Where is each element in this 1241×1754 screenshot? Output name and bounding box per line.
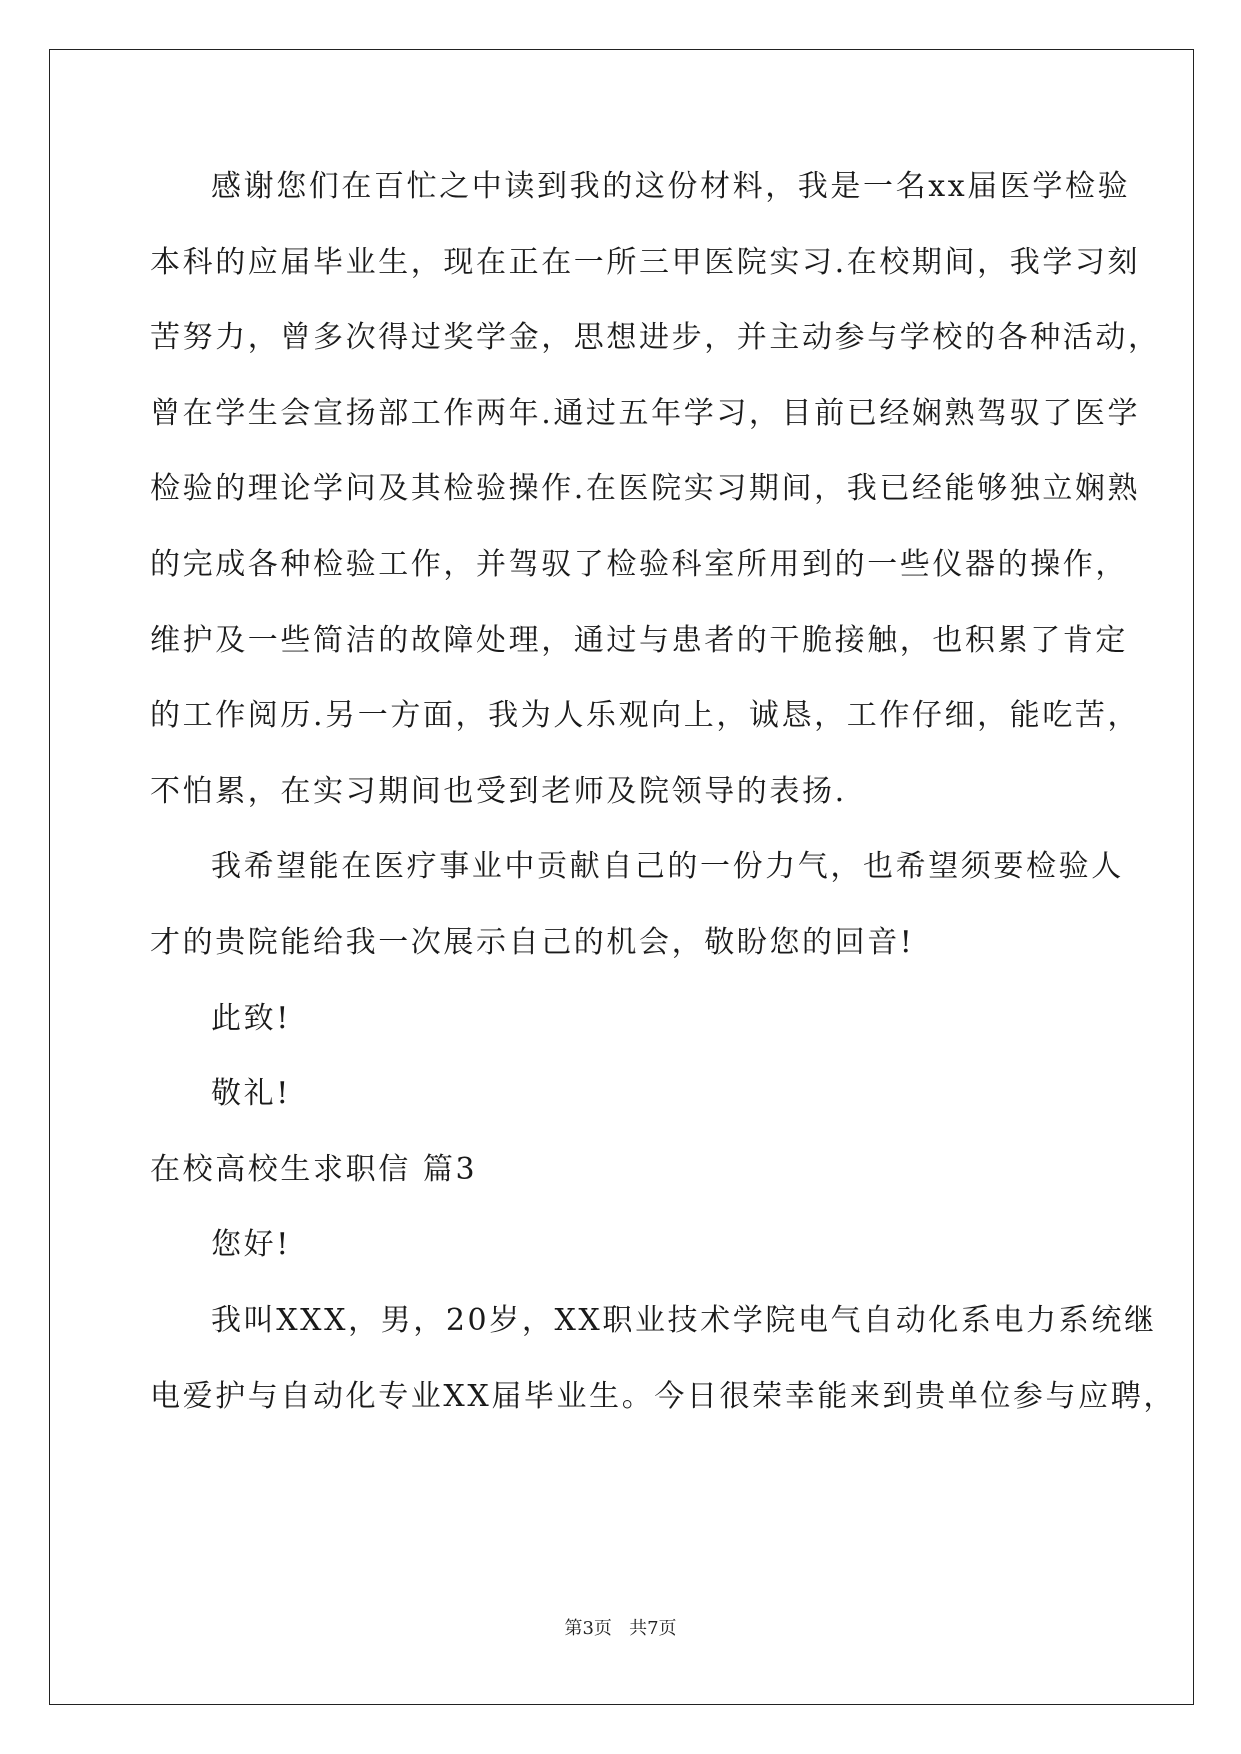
text-line: 检验的理论学问及其检验操作.在医院实习期间，我已经能够独立娴熟: [150, 471, 1141, 507]
section-heading: 在校高校生求职信 篇3: [150, 1151, 478, 1187]
salutation-regards: 敬礼!: [211, 1076, 291, 1112]
text-line: 感谢您们在百忙之中读到我的这份材料，我是一名xx届医学检验: [211, 169, 1131, 204]
text-line: 的完成各种检验工作，并驾驭了检验科室所用到的一些仪器的操作，: [150, 546, 1128, 582]
document-body: [150, 162, 1176, 1447]
text-line: 我希望能在医疗事业中贡献自己的一份力气，也希望须要检验人: [211, 849, 1124, 885]
text-line: 的工作阅历.另一方面，我为人乐观向上，诚恳，工作仔细，能吃苦，: [150, 698, 1141, 734]
text-line: 维护及一些简洁的故障处理，通过与患者的干脆接触，也积累了肯定: [150, 622, 1128, 658]
text-line: 苦努力，曾多次得过奖学金，思想进步，并主动参与学校的各种活动，: [150, 320, 1161, 356]
text-line: 不怕累，在实习期间也受到老师及院领导的表扬.: [150, 773, 847, 809]
page-number-footer: 第3页 共7页: [564, 1618, 677, 1639]
text-line: 才的贵院能给我一次展示自己的机会，敬盼您的回音!: [150, 924, 915, 960]
text-line: 本科的应届毕业生，现在正在一所三甲医院实习.在校期间，我学习刻: [150, 244, 1141, 280]
text-line: 电爱护与自动化专业XX届毕业生。今日很荣幸能来到贵单位参与应聘，: [150, 1378, 1176, 1414]
text-line: 曾在学生会宣扬部工作两年.通过五年学习，目前已经娴熟驾驭了医学: [150, 395, 1141, 431]
salutation-closing: 此致!: [211, 1000, 291, 1036]
greeting: 您好!: [211, 1227, 291, 1263]
text-line: 我叫XXX，男，20岁，XX职业技术学院电气自动化系电力系统继: [211, 1302, 1157, 1338]
